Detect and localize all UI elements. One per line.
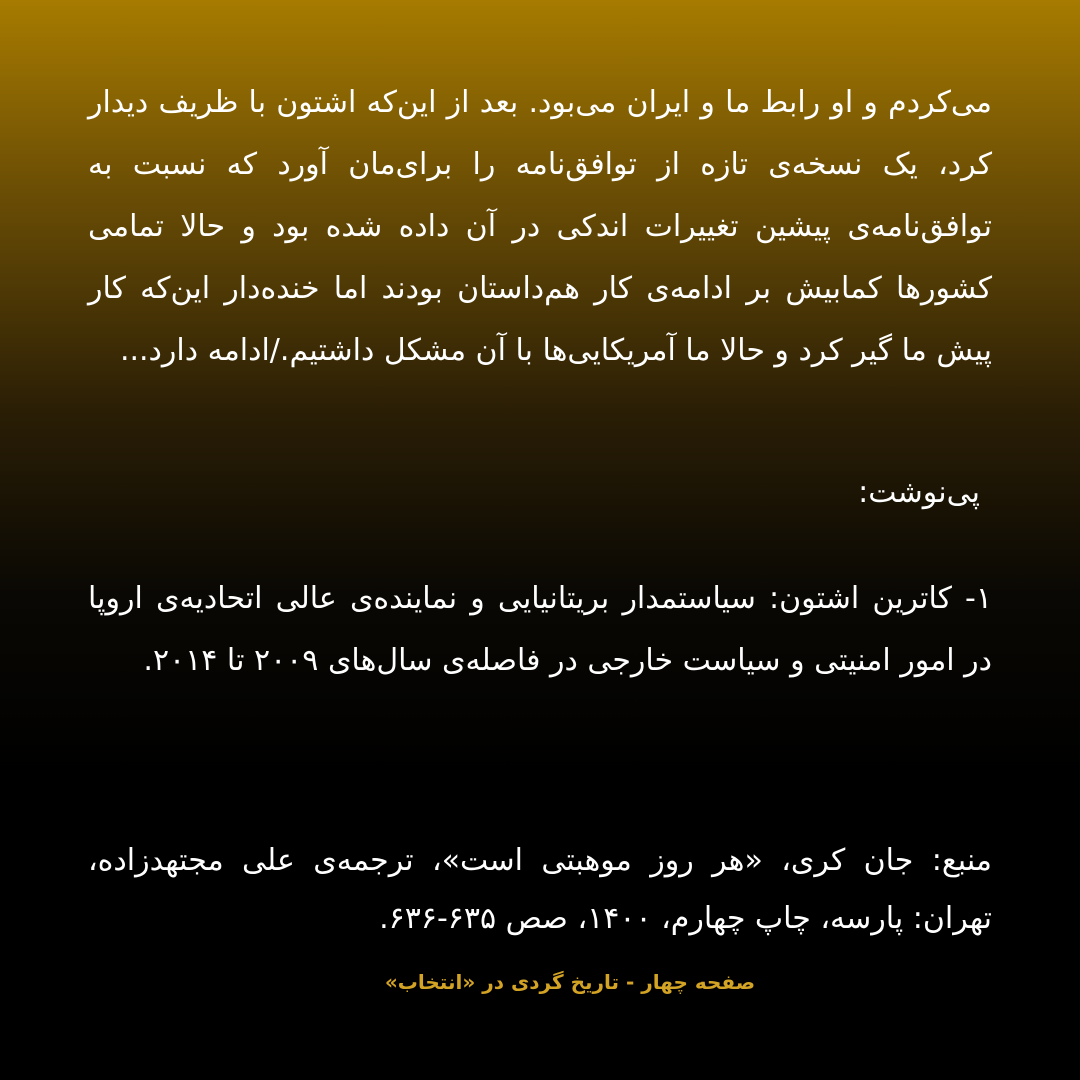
main-paragraph: می‌کردم و او رابط ما و ایران می‌بود. بعد از این‌که اشتون با ظریف دیدار کرد، یک نسخه‌ی تازه از توافق‌نامه را برای‌مان آورد که نسبت به توافق‌نامه‌ی پیشین تغییرات اندکی در آن داده شده بود و حالا تمامی کشورها کمابیش بر ادامه‌ی کار هم‌داستان بودند اما خنده‌دار این‌که کار پیش ما گیر کرد و حالا ما آمریکایی‌ها با آن مشکل داشتیم./ادامه دارد... bbox=[88, 85, 992, 368]
footer-label: صفحه چهار - تاریخ گردی در «انتخاب» bbox=[384, 970, 756, 994]
footnote-item: ۱- کاترین اشتون: سیاستمدار بریتانیایی و نماینده‌ی عالی اتحادیه‌ی اروپا در امور امنیتی و سیاست خارجی در فاصله‌ی سال‌های ۲۰۰۹ تا ۲۰۱۴. bbox=[88, 581, 992, 678]
footer bbox=[0, 970, 1080, 994]
footnote-heading: پی‌نوشت: bbox=[858, 475, 980, 510]
source-citation: منبع: جان کری، «هر روز موهبتی است»، ترجمه‌ی علی مجتهدزاده، تهران: پارسه، چاپ چهارم، ۱۴۰۰، صص ۶۳۵-۶۳۶. bbox=[88, 843, 992, 936]
